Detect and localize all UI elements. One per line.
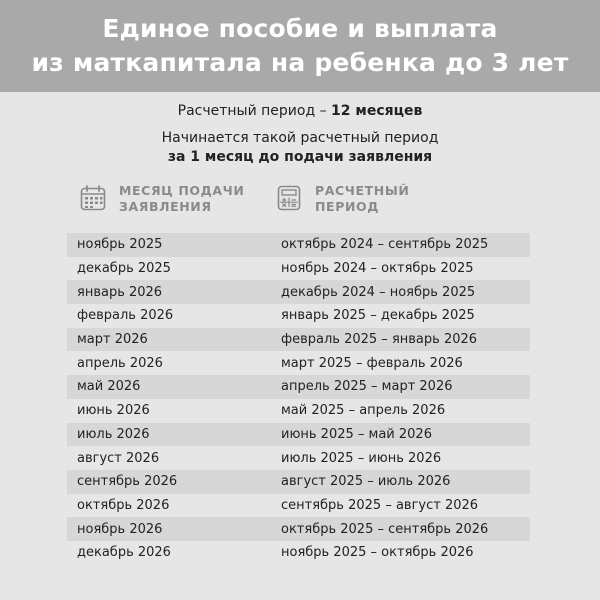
calculation-period: май 2025 – апрель 2026 <box>281 403 446 419</box>
application-month: декабрь 2025 <box>77 261 171 277</box>
calculation-period: март 2025 – февраль 2026 <box>281 355 463 371</box>
application-month: февраль 2026 <box>77 308 174 324</box>
info-block <box>0 102 600 167</box>
page-title-line-2: из маткапитала на ребенка до 3 лет <box>31 48 569 77</box>
column-label-period-2: ПЕРИОД <box>315 199 379 214</box>
table-row <box>67 280 530 304</box>
calendar-icon <box>79 184 107 212</box>
table-row <box>67 541 530 565</box>
table-row <box>67 257 530 281</box>
application-month: декабрь 2026 <box>77 545 171 561</box>
calculator-icon <box>275 184 303 212</box>
application-month: январь 2026 <box>77 284 163 300</box>
table-row <box>67 233 530 257</box>
calculation-period: январь 2025 – декабрь 2025 <box>281 308 475 324</box>
page-title-line-1: Единое пособие и выплата <box>102 14 498 43</box>
table-row <box>67 446 530 470</box>
table-row <box>67 328 530 352</box>
column-header-period <box>275 183 409 215</box>
application-month: ноябрь 2026 <box>77 521 163 537</box>
column-label-month-2: ЗАЯВЛЕНИЯ <box>119 199 212 214</box>
column-headers <box>0 183 600 223</box>
calculation-period: июль 2025 – июнь 2026 <box>281 450 442 466</box>
application-month: август 2026 <box>77 450 160 466</box>
application-month: ноябрь 2025 <box>77 237 163 253</box>
application-month: июль 2026 <box>77 426 150 442</box>
periods-table <box>0 233 600 565</box>
calculation-period: август 2025 – июль 2026 <box>281 474 451 490</box>
calculation-period: апрель 2025 – март 2026 <box>281 379 453 395</box>
application-month: октябрь 2026 <box>77 497 170 513</box>
period-line <box>0 102 600 121</box>
application-month: сентябрь 2026 <box>77 474 178 490</box>
column-label-month-1: МЕСЯЦ ПОДАЧИ <box>119 183 245 198</box>
application-month: июнь 2026 <box>77 403 150 419</box>
calculation-period: ноябрь 2024 – октябрь 2025 <box>281 261 474 277</box>
column-label-period-1: РАСЧЕТНЫЙ <box>315 183 410 198</box>
calculation-period: сентябрь 2025 – август 2026 <box>281 497 479 513</box>
application-month: май 2026 <box>77 379 141 395</box>
table-row <box>67 517 530 541</box>
column-header-month <box>79 183 275 215</box>
page-header <box>0 0 600 92</box>
period-value: 12 месяцев <box>331 103 423 119</box>
table-row <box>67 375 530 399</box>
calculation-period: декабрь 2024 – ноябрь 2025 <box>281 284 476 300</box>
starts-bold: за 1 месяц до подачи заявления <box>167 149 433 165</box>
table-row <box>67 423 530 447</box>
table-row <box>67 304 530 328</box>
calculation-period: июнь 2025 – май 2026 <box>281 426 432 442</box>
calculation-period: февраль 2025 – январь 2026 <box>281 332 478 348</box>
starts-line: Начинается такой расчетный период <box>161 130 439 146</box>
table-row <box>67 470 530 494</box>
calculation-period: октябрь 2024 – сентябрь 2025 <box>281 237 489 253</box>
period-prefix: Расчетный период – <box>177 103 332 119</box>
calculation-period: октябрь 2025 – сентябрь 2026 <box>281 521 489 537</box>
table-row <box>67 399 530 423</box>
application-month: апрель 2026 <box>77 355 163 371</box>
calculation-period: ноябрь 2025 – октябрь 2026 <box>281 545 474 561</box>
table-row <box>67 494 530 518</box>
application-month: март 2026 <box>77 332 148 348</box>
table-row <box>67 351 530 375</box>
